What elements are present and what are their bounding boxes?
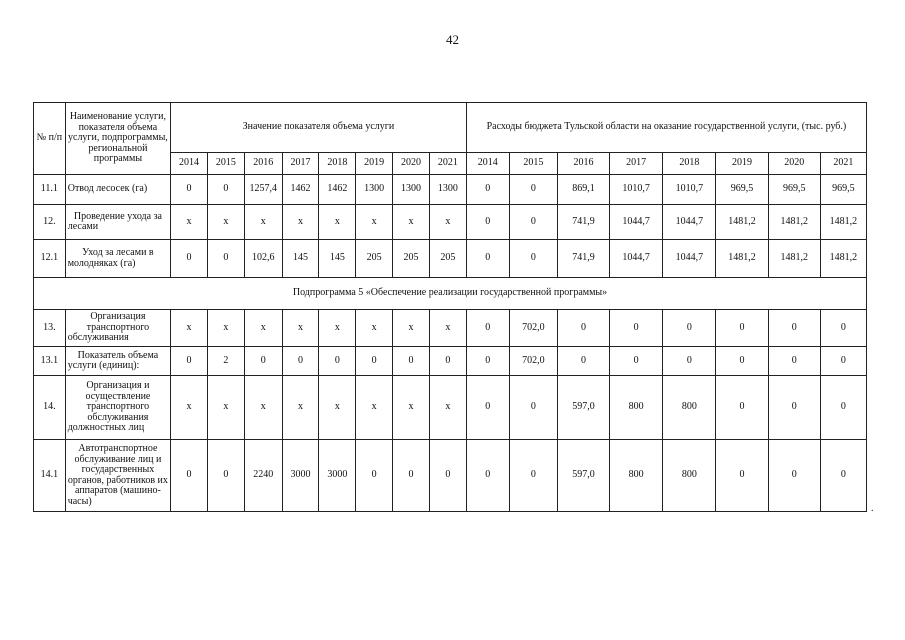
- table-cell: 0: [282, 347, 319, 376]
- row-number: 11.1: [34, 175, 66, 205]
- table-row: [34, 205, 867, 240]
- row-number: 13.: [34, 310, 66, 347]
- table-cell: х: [282, 310, 319, 347]
- header-num: № п/п: [34, 103, 66, 175]
- header-expenses: Расходы бюджета Тульской области на оказание государственной услуги, (тыс. руб.): [466, 103, 866, 153]
- table-cell: х: [319, 205, 356, 240]
- table-cell: 0: [820, 347, 866, 376]
- table-cell: 0: [429, 347, 466, 376]
- table-cell: 0: [768, 310, 820, 347]
- table-cell: 0: [244, 347, 282, 376]
- table-cell: 0: [509, 376, 557, 440]
- year-header: 2020: [768, 153, 820, 175]
- year-header: 2016: [557, 153, 609, 175]
- table-cell: х: [207, 205, 244, 240]
- table-cell: 0: [466, 347, 509, 376]
- table-cell: 3000: [282, 440, 319, 512]
- table-cell: 0: [207, 175, 244, 205]
- table-cell: 800: [610, 440, 663, 512]
- table-cell: 102,6: [244, 240, 282, 278]
- year-header: 2016: [244, 153, 282, 175]
- row-number: 13.1: [34, 347, 66, 376]
- table-cell: х: [171, 310, 208, 347]
- row-name: Проведение ухода за лесами: [65, 205, 170, 240]
- table-cell: 3000: [319, 440, 356, 512]
- table-cell: 0: [466, 376, 509, 440]
- table-cell: 205: [393, 240, 430, 278]
- table-cell: 0: [171, 175, 208, 205]
- table-cell: х: [171, 205, 208, 240]
- table-cell: х: [319, 310, 356, 347]
- table-cell: х: [319, 376, 356, 440]
- row-number: 14.1: [34, 440, 66, 512]
- table-cell: 1481,2: [716, 240, 768, 278]
- table-cell: х: [429, 376, 466, 440]
- year-header: 2015: [207, 153, 244, 175]
- table-cell: 0: [768, 347, 820, 376]
- table-cell: 969,5: [820, 175, 866, 205]
- table-cell: 1010,7: [610, 175, 663, 205]
- table-cell: х: [207, 376, 244, 440]
- table-cell: 0: [319, 347, 356, 376]
- table-cell: х: [429, 310, 466, 347]
- table-cell: 0: [509, 240, 557, 278]
- table-cell: х: [244, 376, 282, 440]
- table-cell: 1044,7: [663, 240, 716, 278]
- table-cell: х: [244, 205, 282, 240]
- section-title: Подпрограмма 5 «Обеспечение реализации государственной программы»: [34, 278, 867, 310]
- table-cell: х: [429, 205, 466, 240]
- table-cell: 0: [466, 440, 509, 512]
- table-cell: 969,5: [768, 175, 820, 205]
- table-cell: 2: [207, 347, 244, 376]
- table-cell: 0: [171, 240, 208, 278]
- table-cell: 0: [820, 310, 866, 347]
- header-name: Наименование услуги, показателя объема услуги, подпрограммы, региональной программы: [65, 103, 170, 175]
- trailing-mark: .: [871, 503, 874, 514]
- year-header: 2018: [663, 153, 716, 175]
- table-cell: 1481,2: [768, 205, 820, 240]
- table-cell: 1257,4: [244, 175, 282, 205]
- row-name: Организация и осуществление транспортного обслуживания должностных лиц: [65, 376, 170, 440]
- table-cell: х: [282, 376, 319, 440]
- row-name: Автотранспортное обслуживание лиц и государственных органов, работников их аппаратов (машино-часы): [65, 440, 170, 512]
- year-header: 2018: [319, 153, 356, 175]
- table-cell: 0: [716, 440, 768, 512]
- table-cell: 145: [282, 240, 319, 278]
- year-header: 2015: [509, 153, 557, 175]
- table-cell: 145: [319, 240, 356, 278]
- table-cell: 0: [509, 205, 557, 240]
- table-cell: 0: [429, 440, 466, 512]
- table-cell: 0: [356, 440, 393, 512]
- table-row: [34, 440, 867, 512]
- table-cell: 1481,2: [820, 240, 866, 278]
- table-cell: 702,0: [509, 347, 557, 376]
- table-cell: х: [171, 376, 208, 440]
- table-cell: 0: [466, 205, 509, 240]
- table-cell: 0: [557, 347, 609, 376]
- table-cell: 0: [393, 347, 430, 376]
- table-cell: х: [356, 205, 393, 240]
- table-cell: 0: [466, 175, 509, 205]
- table-cell: 0: [557, 310, 609, 347]
- table-cell: 0: [610, 310, 663, 347]
- year-header: 2021: [429, 153, 466, 175]
- table-cell: х: [207, 310, 244, 347]
- table-cell: 0: [768, 376, 820, 440]
- table-cell: 0: [171, 440, 208, 512]
- table-cell: 1044,7: [663, 205, 716, 240]
- table-cell: 0: [610, 347, 663, 376]
- table-cell: 1044,7: [610, 240, 663, 278]
- row-name: Показатель объема услуги (единиц):: [65, 347, 170, 376]
- table-cell: 702,0: [509, 310, 557, 347]
- table-cell: х: [356, 310, 393, 347]
- table-cell: 969,5: [716, 175, 768, 205]
- table-cell: 1481,2: [768, 240, 820, 278]
- table-cell: х: [244, 310, 282, 347]
- table-cell: 1010,7: [663, 175, 716, 205]
- table-row: [34, 310, 867, 347]
- table-row: [34, 240, 867, 278]
- table-cell: 1481,2: [716, 205, 768, 240]
- table-cell: 1300: [393, 175, 430, 205]
- table-cell: 741,9: [557, 240, 609, 278]
- year-header: 2019: [356, 153, 393, 175]
- header-volume: Значение показателя объема услуги: [171, 103, 467, 153]
- year-header: 2021: [820, 153, 866, 175]
- table-cell: 800: [663, 376, 716, 440]
- table-cell: 0: [663, 347, 716, 376]
- table-cell: 2240: [244, 440, 282, 512]
- year-header: 2017: [610, 153, 663, 175]
- row-number: 14.: [34, 376, 66, 440]
- row-number: 12.1: [34, 240, 66, 278]
- table-cell: 869,1: [557, 175, 609, 205]
- table-cell: 800: [663, 440, 716, 512]
- year-header: 2014: [171, 153, 208, 175]
- table-cell: 0: [171, 347, 208, 376]
- table-cell: 0: [820, 376, 866, 440]
- table-cell: 0: [207, 240, 244, 278]
- table-cell: 1462: [319, 175, 356, 205]
- table-cell: 205: [356, 240, 393, 278]
- table-cell: 0: [716, 376, 768, 440]
- services-table: [33, 102, 867, 512]
- table-cell: 0: [356, 347, 393, 376]
- table-cell: 0: [716, 310, 768, 347]
- table-cell: 0: [716, 347, 768, 376]
- table-cell: х: [393, 310, 430, 347]
- table-cell: х: [393, 205, 430, 240]
- year-header: 2019: [716, 153, 768, 175]
- table-cell: 0: [207, 440, 244, 512]
- table-cell: 0: [466, 310, 509, 347]
- table-cell: х: [356, 376, 393, 440]
- table-cell: 597,0: [557, 440, 609, 512]
- table-cell: 1044,7: [610, 205, 663, 240]
- table-cell: 1462: [282, 175, 319, 205]
- table-row: [34, 175, 867, 205]
- table-cell: х: [393, 376, 430, 440]
- table-cell: 0: [509, 440, 557, 512]
- table-row: [34, 376, 867, 440]
- row-number: 12.: [34, 205, 66, 240]
- table-cell: 800: [610, 376, 663, 440]
- table-cell: х: [282, 205, 319, 240]
- row-name: Организация транспортного обслуживания: [65, 310, 170, 347]
- table-row: [34, 347, 867, 376]
- table-cell: 0: [466, 240, 509, 278]
- table-cell: 1481,2: [820, 205, 866, 240]
- table-cell: 205: [429, 240, 466, 278]
- table-cell: 0: [393, 440, 430, 512]
- row-name: Уход за лесами в молодняках (га): [65, 240, 170, 278]
- year-header: 2014: [466, 153, 509, 175]
- table-cell: 1300: [356, 175, 393, 205]
- table-cell: 1300: [429, 175, 466, 205]
- table-cell: 741,9: [557, 205, 609, 240]
- row-name: Отвод лесосек (га): [65, 175, 170, 205]
- table-cell: 0: [768, 440, 820, 512]
- table-cell: 0: [509, 175, 557, 205]
- table-cell: 0: [820, 440, 866, 512]
- table-cell: 597,0: [557, 376, 609, 440]
- year-header: 2020: [393, 153, 430, 175]
- year-header: 2017: [282, 153, 319, 175]
- page-number: 42: [446, 32, 459, 47]
- table-cell: 0: [663, 310, 716, 347]
